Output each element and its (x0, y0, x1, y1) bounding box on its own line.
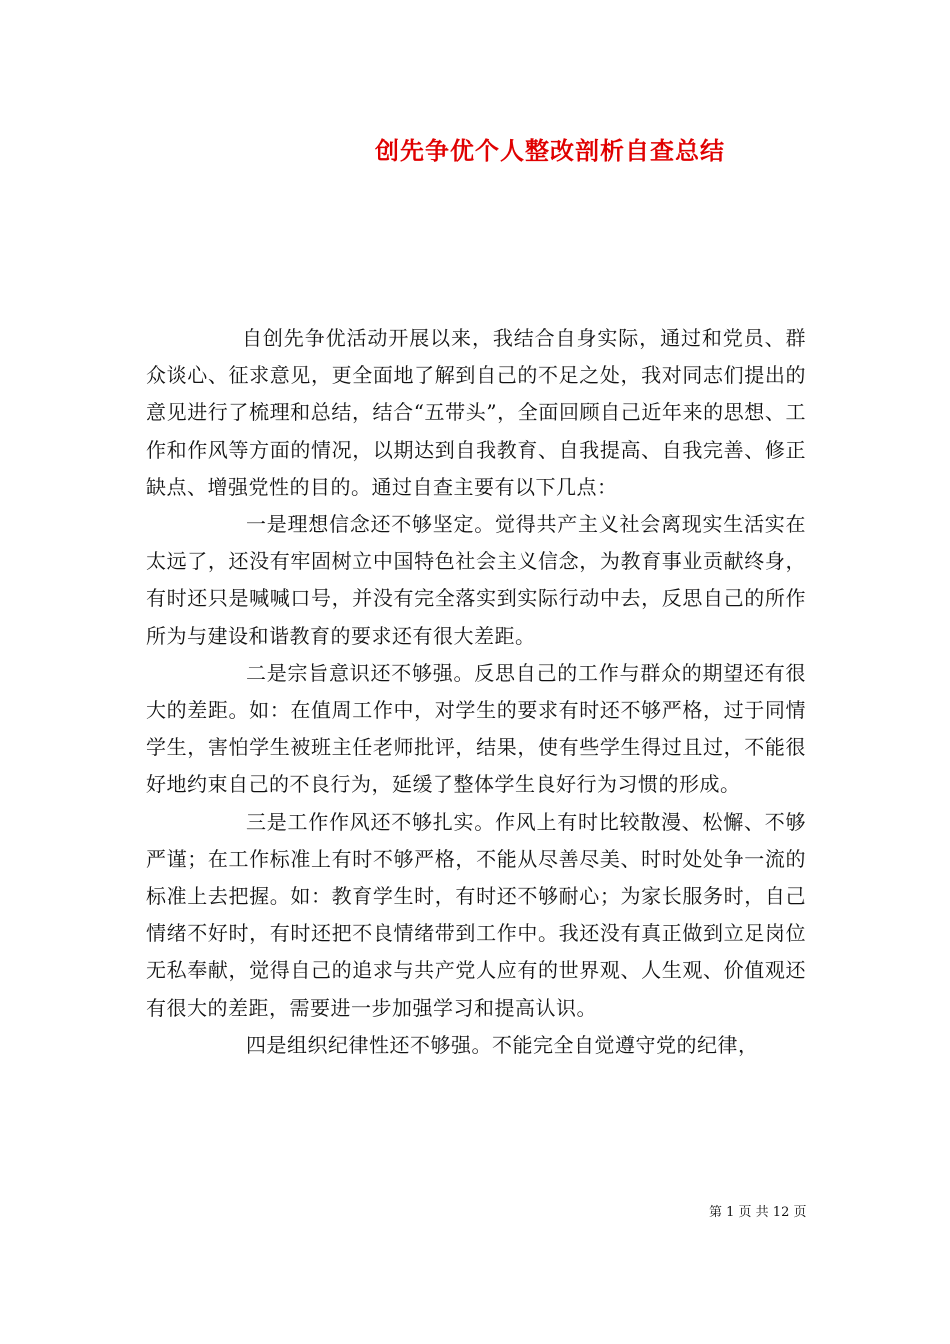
paragraph-point-1: 一是理想信念还不够坚定。觉得共产主义社会离现实生活实在太远了，还没有牢固树立中国特色社会主义信念，为教育事业贡献终身，有时还只是喊喊口号，并没有完全落实到实际行动中去，反思自己的所作所为与建设和谐教育的要求还有很大差距。 (146, 512, 806, 648)
document-body (146, 320, 806, 1064)
document-title: 创先争优个人整改剖析自查总结 (375, 136, 725, 165)
paragraph-intro: 自创先争优活动开展以来，我结合自身实际，通过和党员、群众谈心、征求意见，更全面地了解到自己的不足之处，我对同志们提出的意见进行了梳理和总结，结合“五带头”，全面回顾自己近年来的思想、工作和作风等方面的情况，以期达到自我教育、自我提高、自我完善、修正缺点、增强党性的目的。通过自查主要有以下几点： (146, 326, 806, 499)
paragraph-point-3: 三是工作作风还不够扎实。作风上有时比较散漫、松懈、不够严谨；在工作标准上有时不够严格，不能从尽善尽美、时时处处争一流的标准上去把握。如：教育学生时，有时还不够耐心；为家长服务时，自己情绪不好时，有时还把不良情绪带到工作中。我还没有真正做到立足岗位无私奉献，觉得自己的追求与共产党人应有的世界观、人生观、价值观还有很大的差距，需要进一步加强学习和提高认识。 (146, 809, 806, 1020)
paragraph-point-4: 四是组织纪律性还不够强。不能完全自觉遵守党的纪律， (246, 1032, 759, 1057)
page-number-footer: 第 1 页 共 12 页 (709, 1205, 807, 1220)
paragraph-point-2: 二是宗旨意识还不够强。反思自己的工作与群众的期望还有很大的差距。如：在值周工作中，对学生的要求有时还不够严格，过于同情学生，害怕学生被班主任老师批评，结果，使有些学生得过且过，不能很好地约束自己的不良行为，延缓了整体学生良好行为习惯的形成。 (146, 660, 806, 797)
